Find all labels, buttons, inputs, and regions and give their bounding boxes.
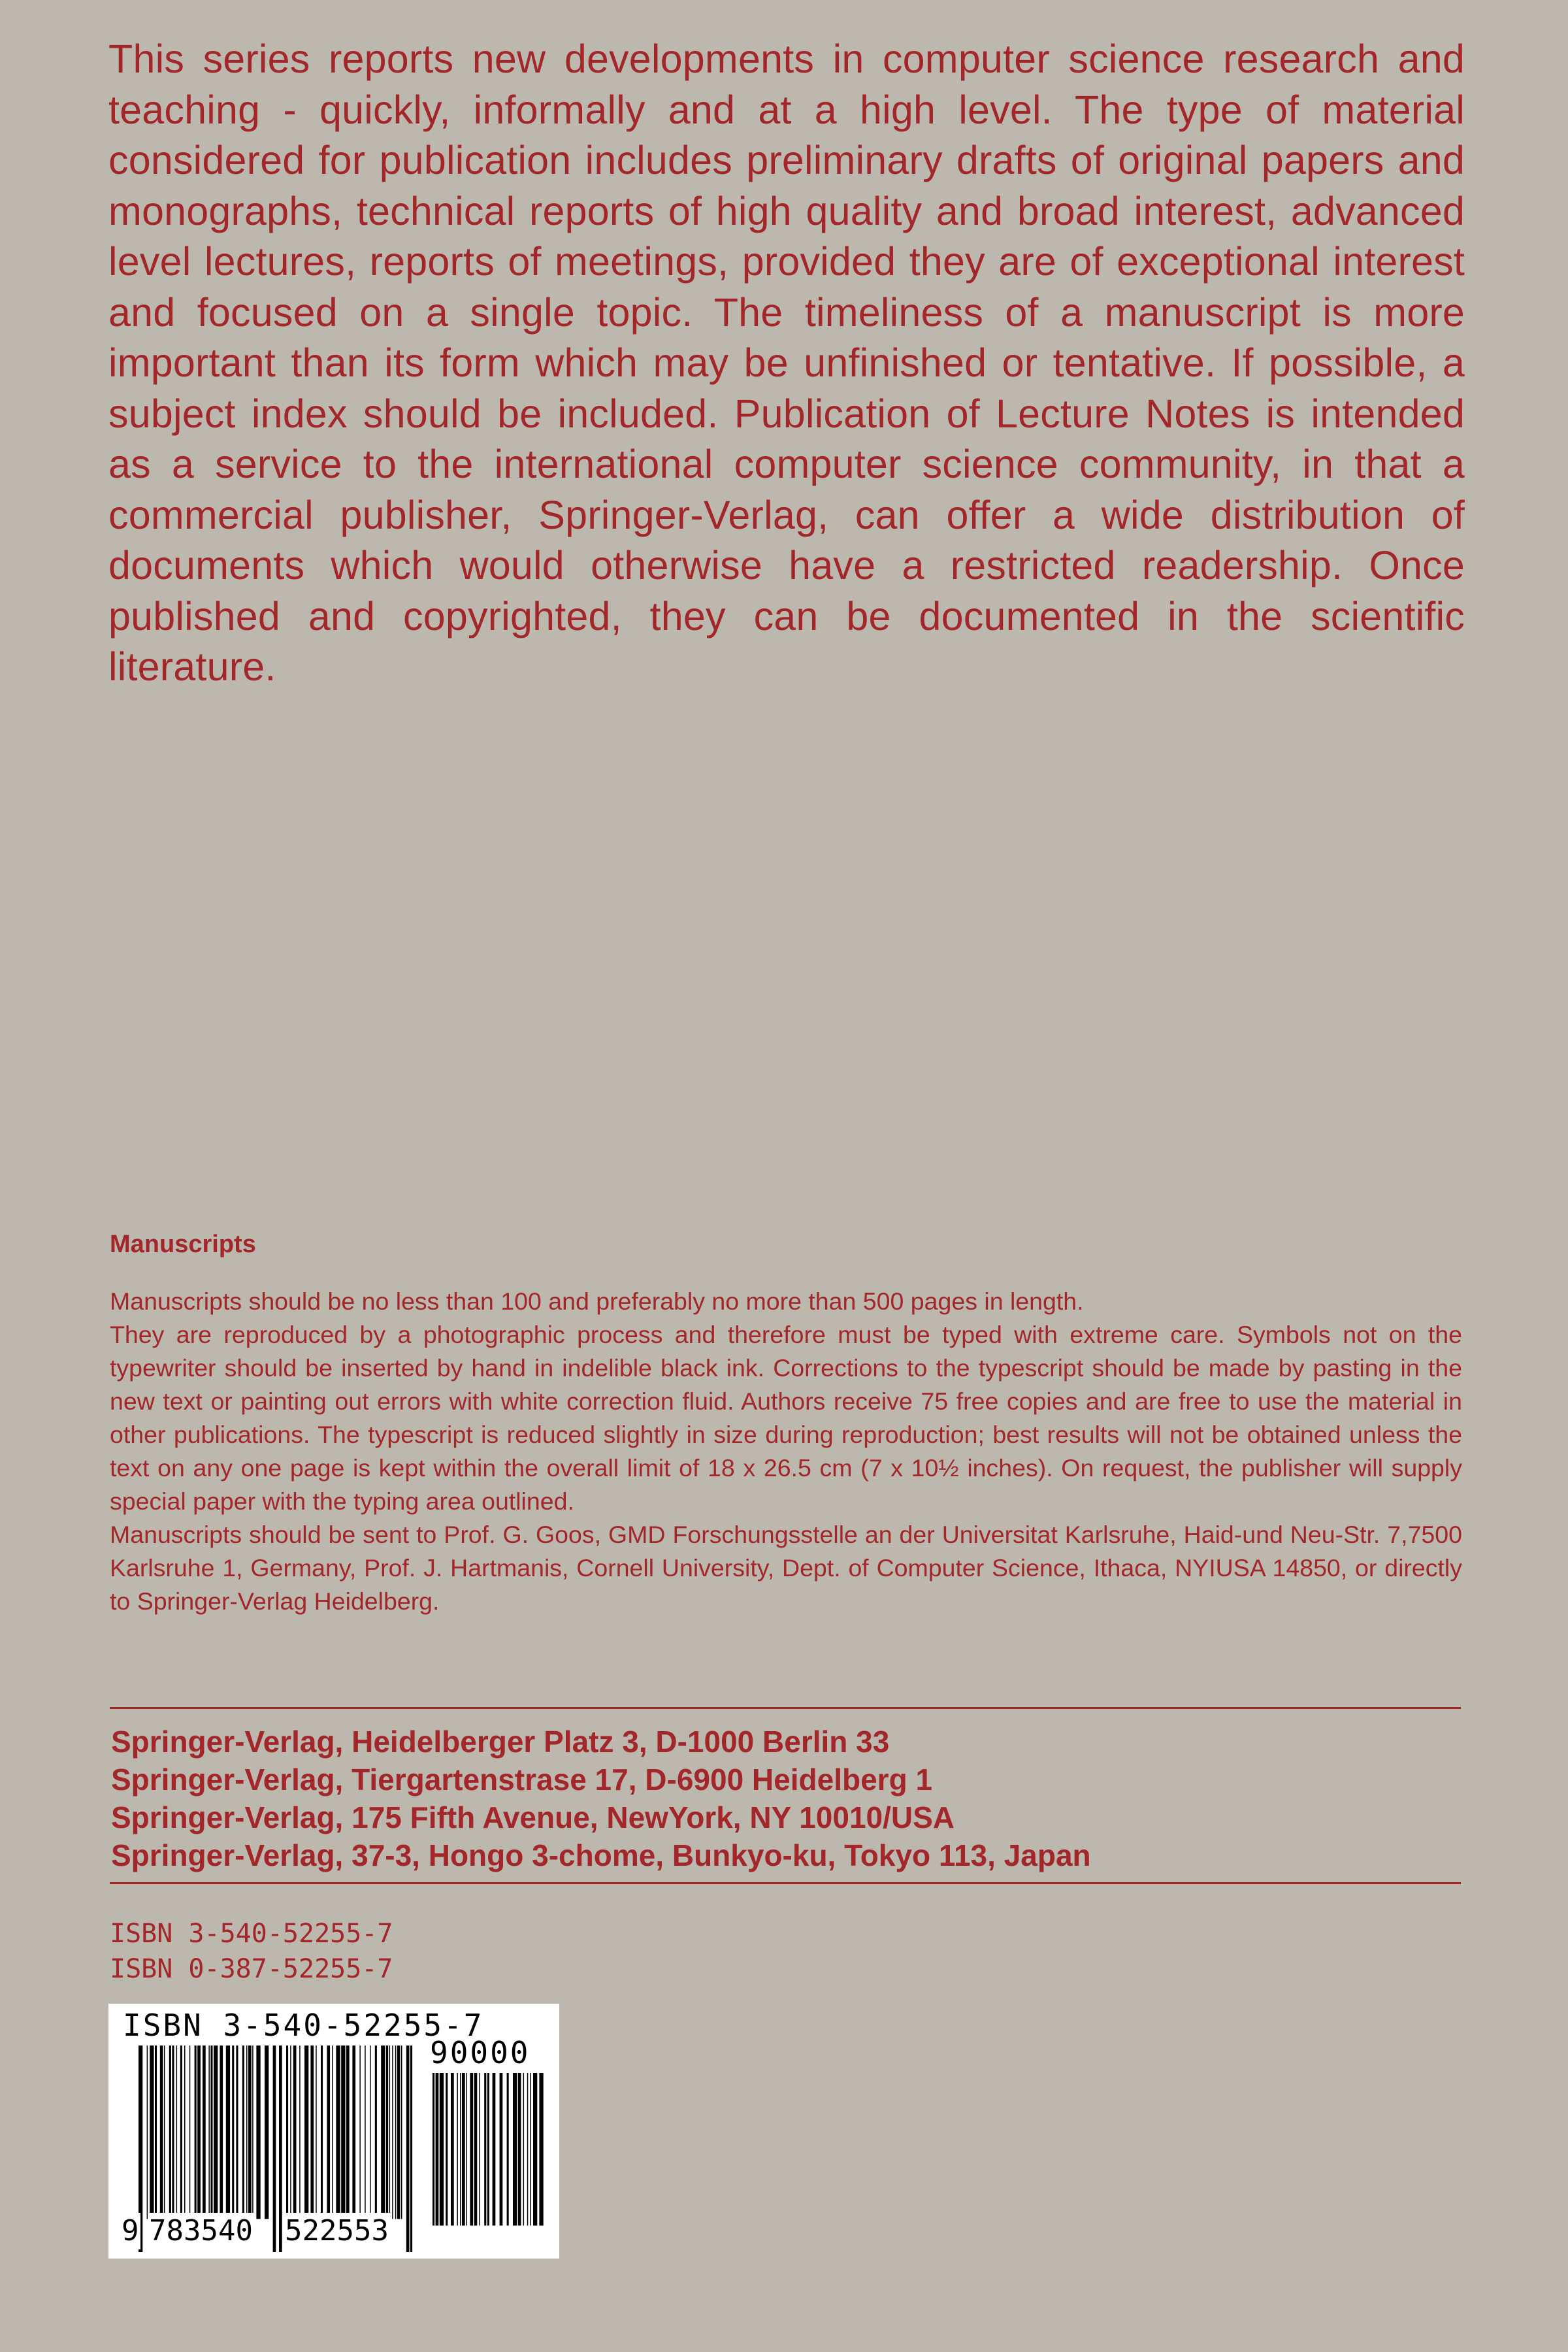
manuscripts-paragraph-typing: They are reproduced by a photographic process and therefore must be typed with extreme care. Symbols not on the typewriter should be inserted by hand in indelible black ink. Corrections to the typescript should be made by pasting in the new text or painting out errors with white correction fluid. Authors receive 75 free copies and are free to use the material in other publications. The typescript is reduced slightly in size during reproduction; best results will not be obtained unless the text on any one page is kept within the overall limit of 18 x 26.5 cm (7 x 10½ inches). On request, the publisher will supply special paper with the typing area outlined. [110,1321,1462,1515]
barcode-ean-left-group: 783540 [148,2213,254,2249]
barcode-bar [386,2046,388,2219]
barcode-bar [226,2046,230,2219]
barcode-bar [176,2046,178,2219]
barcode-bar [293,2046,297,2219]
barcode-bar [172,2046,174,2219]
barcode-bar [352,2046,355,2219]
barcode-bar [507,2073,509,2226]
barcode-bar [530,2073,531,2226]
barcode-ean-digits [118,2213,412,2249]
manuscripts-paragraph-length: Manuscripts should be no less than 100 and preferably no more than 500 pages in length. [110,1287,1084,1315]
barcode-bar [197,2046,201,2219]
barcode-bar [246,2046,248,2219]
barcode-bar [160,2046,163,2219]
barcode-bar [232,2046,234,2219]
barcode-bar [484,2073,486,2226]
manuscripts-section [110,1285,1462,1618]
barcode-bar [462,2073,465,2226]
barcode-bar [189,2046,191,2219]
isbn-line-1: ISBN 3-540-52255-7 [110,1919,393,1949]
barcode-bar [479,2073,480,2226]
barcode-bar [460,2073,461,2226]
barcode-bar [518,2073,521,2226]
barcode-bar [195,2046,197,2219]
barcode-bar [341,2046,345,2219]
barcode-bar [440,2073,444,2226]
barcode-bar [346,2046,350,2219]
barcode-bar [321,2046,323,2219]
barcode-bar [299,2046,301,2219]
barcode-bar [327,2046,330,2219]
barcode-bar [286,2046,288,2219]
barcode-bar [513,2073,517,2226]
address-new-york: Springer-Verlag, 175 Fifth Avenue, NewYork, NY 10010/USA [111,1800,955,1834]
barcode-bar [401,2046,402,2219]
address-tokyo: Springer-Verlag, 37-3, Hongo 3-chome, Bunkyo-ku, Tokyo 113, Japan [111,1838,1091,1872]
barcode-bar [155,2046,157,2219]
barcode-bar [433,2073,434,2226]
barcode-bar [470,2073,473,2226]
barcode-bar [533,2073,537,2226]
barcode-bar [316,2046,317,2219]
barcode-bar [451,2073,454,2226]
divider-bottom [110,1882,1461,1884]
barcode-bar [381,2046,385,2219]
barcode-bar [184,2046,186,2219]
barcode-bar [397,2046,400,2219]
barcode-bar [336,2046,340,2219]
barcode-bar [252,2046,253,2219]
barcode-bar [180,2046,182,2219]
barcode-bar [220,2046,223,2219]
barcode-bar [527,2073,529,2226]
series-description: This series reports new developments in computer science research and teaching - quickly, informally and at a high level. The type of material considered for publication includes preliminary drafts of original papers and monographs, technical reports of high quality and broad interest, advanced level lectures, reports of meetings, provided they are of exceptional interest and focused on a single topic. The timeliness of a manuscript is more important than its form which may be unfinished or tentative. If possible, a subject index should be included. Publication of Lecture Notes is intended as a service to the international computer science community, in that a commercial publisher, Springer-Verlag, can offer a wide distribution of documents which would otherwise have a restricted readership. Once published and copyrighted, they can be documented in the scientific literature. [108,37,1465,689]
isbn-block [110,1916,393,1987]
publisher-addresses [111,1723,1461,1874]
barcode-bar [365,2046,366,2219]
barcode-addon-bars [433,2073,545,2255]
barcode-bar [500,2073,503,2226]
address-berlin: Springer-Verlag, Heidelberger Platz 3, D-1000 Berlin 33 [111,1725,890,1759]
barcode-bar [147,2046,148,2219]
barcode-bar [248,2046,252,2219]
barcode-bar [203,2046,206,2219]
barcode-bar [436,2073,439,2226]
barcode-bar [290,2046,291,2219]
barcode-bar [457,2073,458,2226]
barcode-bar [169,2046,171,2219]
barcode [108,2004,559,2259]
barcode-bar [236,2046,238,2219]
barcode-bar [332,2046,333,2219]
barcode-bar [370,2046,371,2219]
barcode-bar [493,2073,496,2226]
barcode-bar [395,2046,397,2219]
address-heidelberg: Springer-Verlag, Tiergartenstrase 17, D-6900 Heidelberg 1 [111,1763,933,1797]
barcode-bar [523,2073,525,2226]
barcode-bar [539,2073,543,2226]
divider-top [110,1707,1461,1709]
barcode-bar [164,2046,165,2219]
barcode-ean-first-digit: 9 [120,2213,140,2249]
barcode-bar [150,2046,154,2219]
barcode-bar [474,2073,478,2226]
manuscripts-paragraph-submission: Manuscripts should be sent to Prof. G. Goos, GMD Forschungsstelle an der Universitat Karlsruhe, Haid-und Neu-Str. 7,7500 Karlsruhe 1, Germany, Prof. J. Hartmanis, Cornell University, Dept. of Computer Science, Ithaca, NYIUSA 14850, or directly to Springer-Verlag Heidelberg. [110,1521,1462,1615]
barcode-bar [304,2046,308,2219]
barcode-bar [389,2046,391,2219]
barcode-bar [375,2046,377,2219]
barcode-bar [256,2046,260,2219]
barcode-bar [487,2073,489,2226]
barcode-bar [466,2073,467,2226]
manuscripts-heading: Manuscripts [110,1231,256,1258]
barcode-isbn-text: ISBN 3-540-52255-7 [123,2008,484,2043]
barcode-bar [392,2046,393,2219]
barcode-bar [310,2046,314,2219]
barcode-bar [265,2046,269,2219]
barcode-bar [214,2046,218,2219]
barcode-bar [208,2046,210,2219]
barcode-bar [210,2046,212,2219]
barcode-ean-right-group: 522553 [284,2213,390,2249]
barcode-bar [446,2073,448,2226]
barcode-bar [359,2046,361,2219]
barcode-addon-text: 90000 [430,2035,531,2070]
barcode-bar [242,2046,244,2219]
isbn-line-2: ISBN 0-387-52255-7 [110,1954,393,1984]
